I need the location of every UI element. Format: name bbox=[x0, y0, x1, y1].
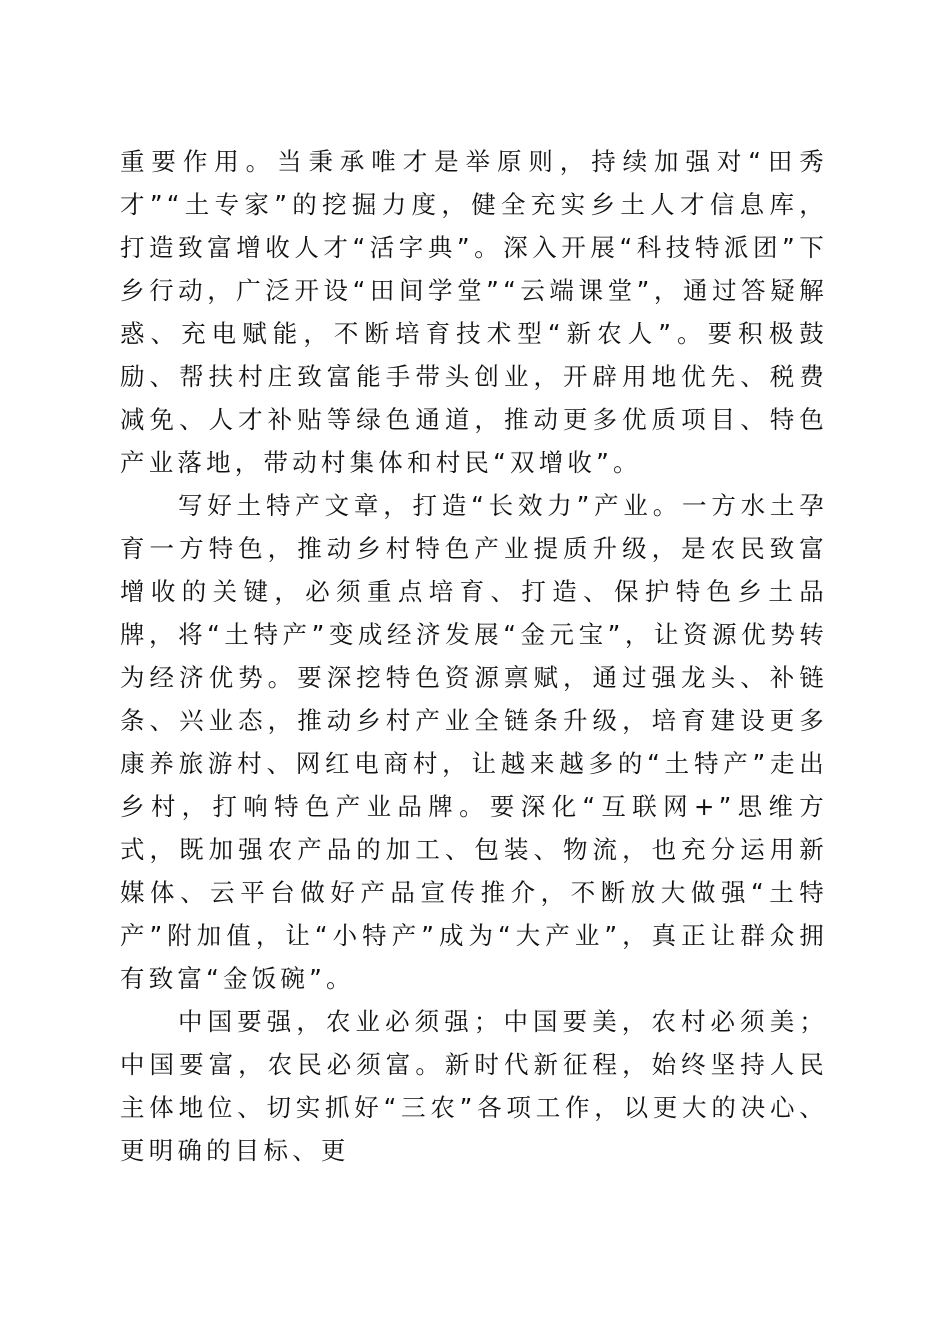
paragraph-conclusion: 中国要强，农业必须强；中国要美，农村必须美；中国要富，农民必须富。新时代新征程，始终坚持人民主体地位、切实抓好“三农”各项工作，以更大的决心、更明确的目标、更 bbox=[120, 1007, 828, 1165]
document-page bbox=[120, 140, 828, 1172]
paragraph-talent: 重要作用。当秉承唯才是举原则，持续加强对“田秀才”“土专家”的挖掘力度，健全充实乡土人才信息库，打造致富增收人才“活字典”。深入开展“科技特派团”下乡行动，广泛开设“田间学堂”“云端课堂”，通过答疑解惑、充电赋能，不断培育技术型“新农人”。要积极鼓励、帮扶村庄致富能手带头创业，开辟用地优先、税费减免、人才补贴等绿色通道，推动更多优质项目、特色产业落地，带动村集体和村民“双增收”。 bbox=[120, 147, 828, 477]
paragraph-local-specialty: 写好土特产文章，打造“长效力”产业。一方水土孕育一方特色，推动乡村特色产业提质升级，是农民致富增收的关键，必须重点培育、打造、保护特色乡土品牌，将“土特产”变成经济发展“金元宝”，让资源优势转为经济优势。要深挖特色资源禀赋，通过强龙头、补链条、兴业态，推动乡村产业全链条升级，培育建设更多康养旅游村、网红电商村，让越来越多的“土特产”走出乡村，打响特色产业品牌。要深化“互联网+”思维方式，既加强农产品的加工、包装、物流，也充分运用新媒体、云平台做好产品宣传推介，不断放大做强“土特产”附加值，让“小特产”成为“大产业”，真正让群众拥有致富“金饭碗”。 bbox=[120, 491, 828, 993]
